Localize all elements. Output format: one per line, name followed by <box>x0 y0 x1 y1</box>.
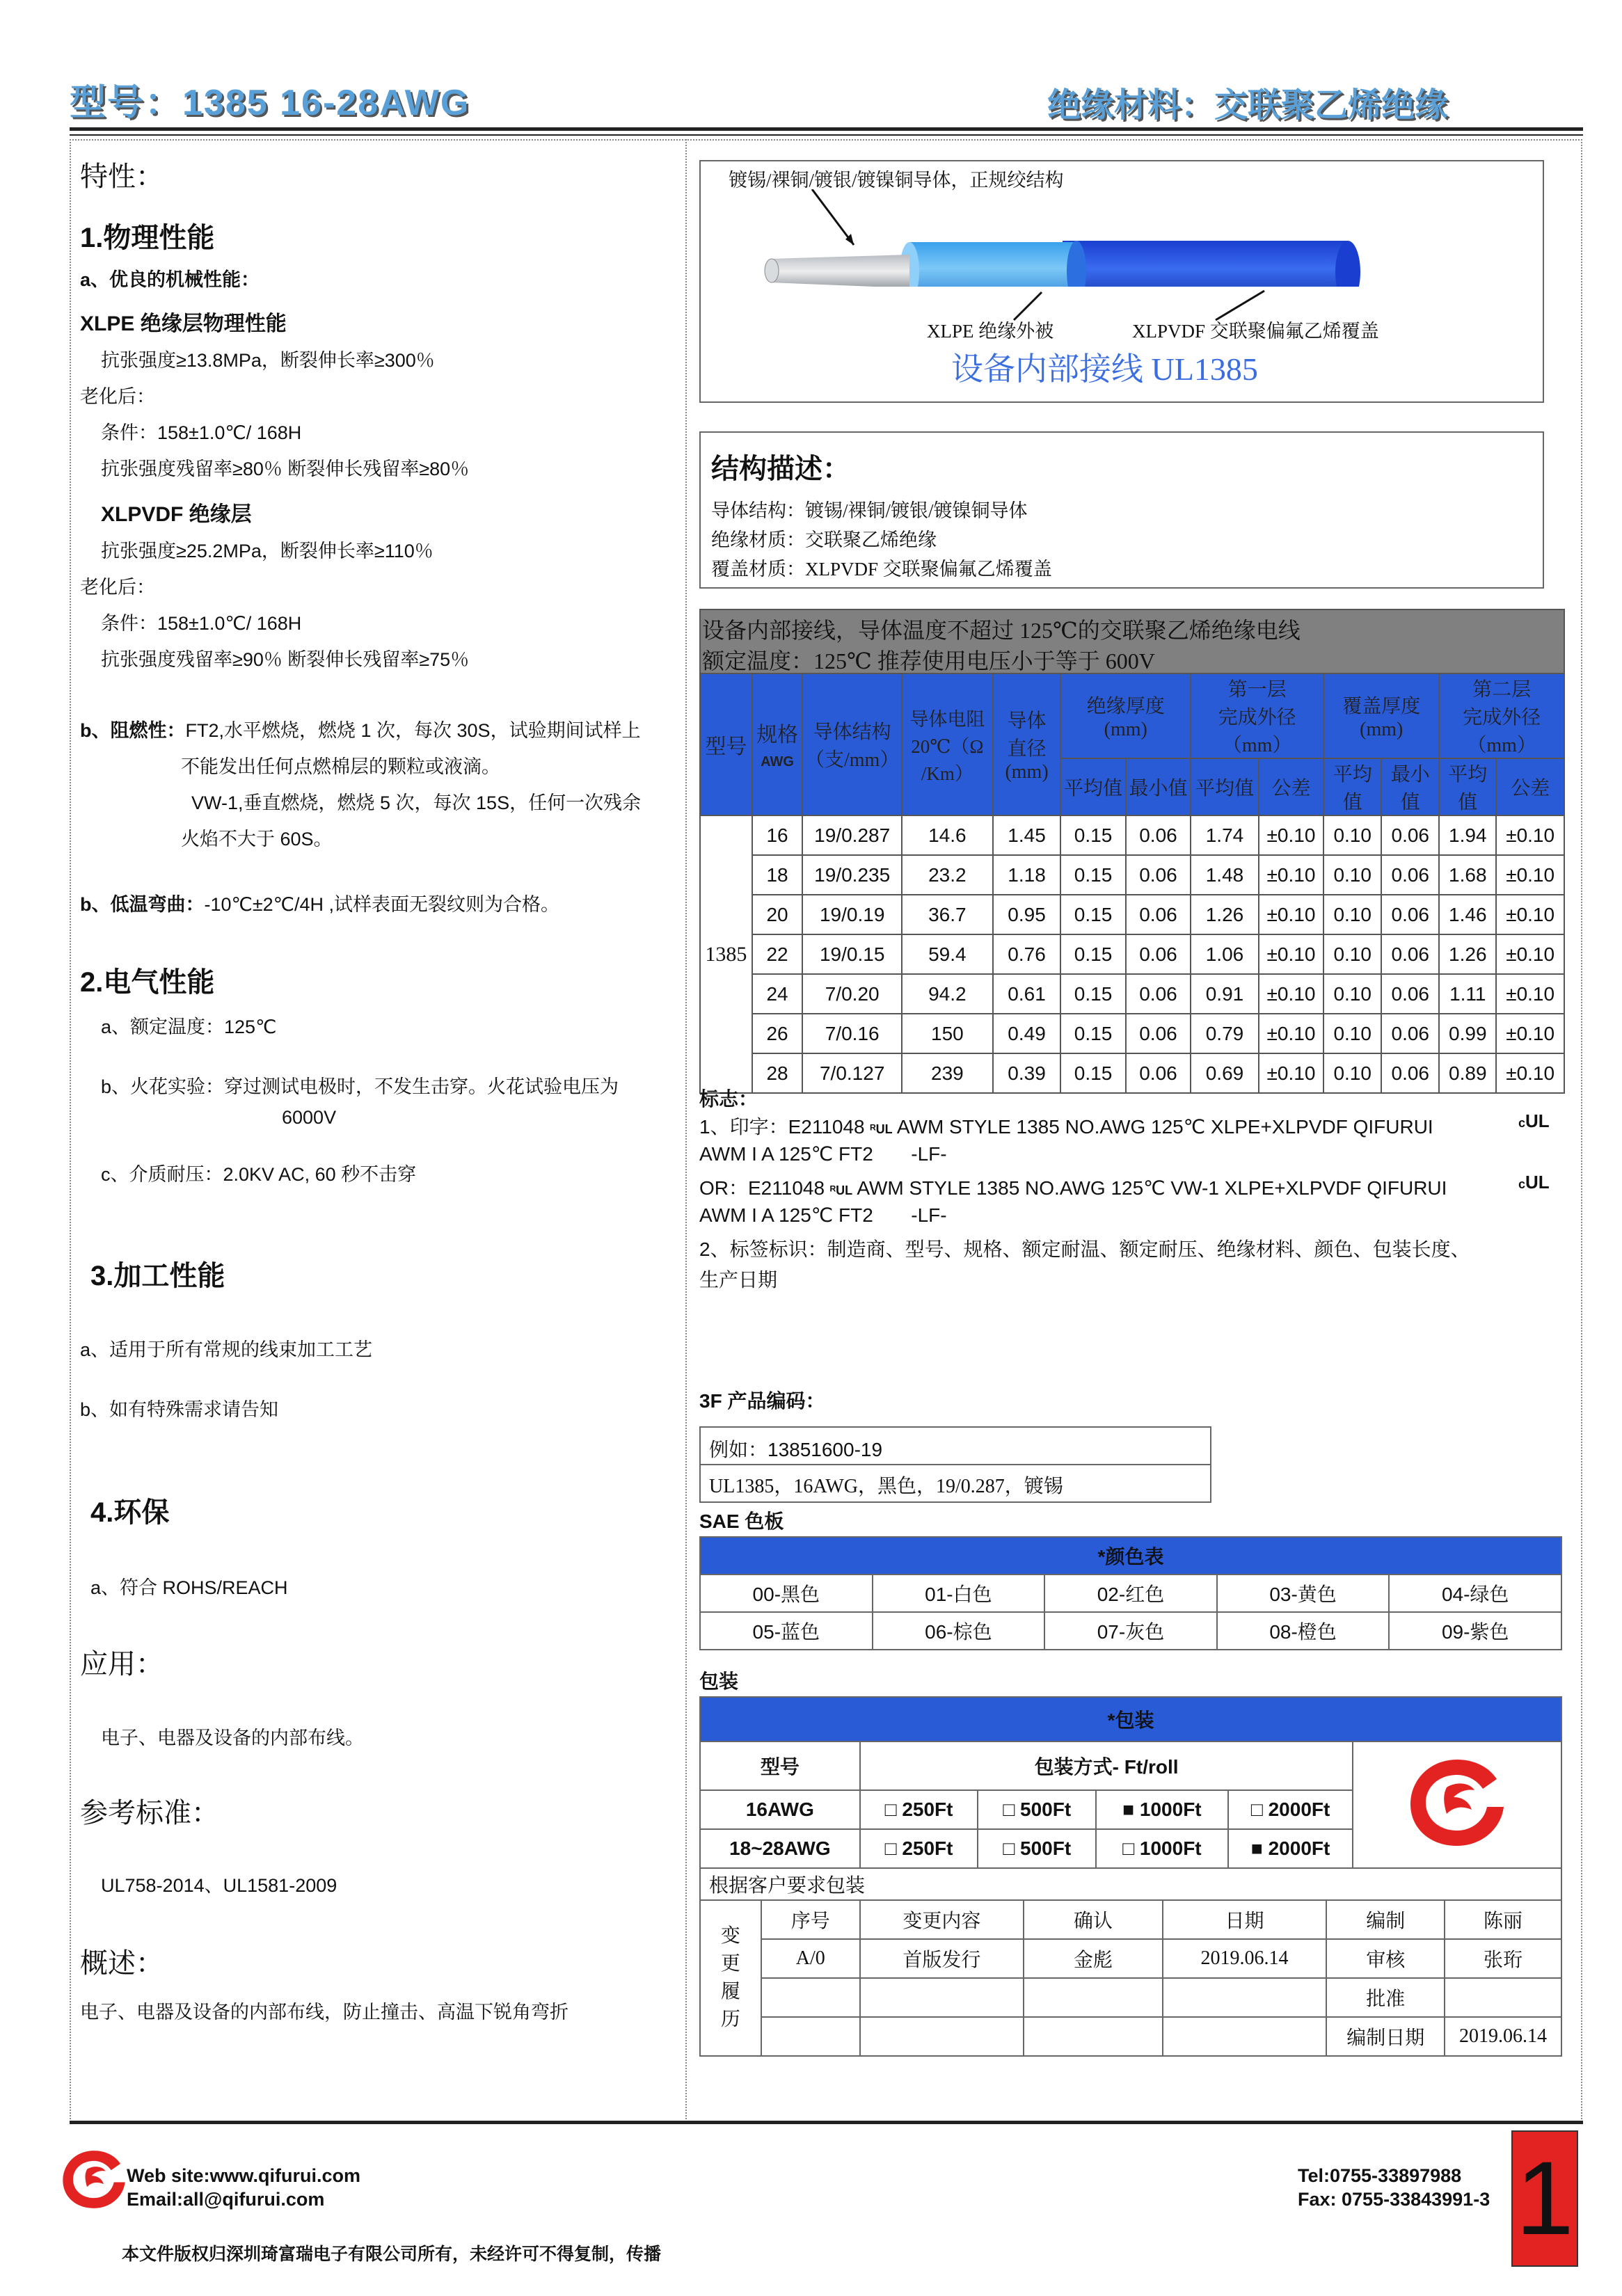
code-desc: UL1385，16AWG，黑色，19/0.287，镀锡 <box>709 1476 1063 1497</box>
application-heading: 应用： <box>80 1649 164 1680</box>
th-res-2: 20℃（Ω <box>911 735 984 757</box>
packing-option: □ 500Ft <box>978 1829 1096 1868</box>
th-l1-1: 第一层 <box>1227 679 1287 701</box>
footer-rule <box>70 2121 1583 2124</box>
spec-cell: ±0.10 <box>1259 855 1323 895</box>
th-l1-2: 完成外径 <box>1218 707 1296 728</box>
spec-cell: 0.10 <box>1323 895 1381 934</box>
packing-model: 18~28AWG <box>700 1829 860 1868</box>
th-res-1: 导体电阻 <box>909 708 985 730</box>
packing-th-model: 型号 <box>700 1741 860 1790</box>
wire-illustration <box>763 189 1404 287</box>
history-th-confirm: 确认 <box>1024 1900 1163 1939</box>
spec-row <box>700 1053 1564 1093</box>
history-row-confirm: 金彪 <box>1024 1939 1163 1978</box>
spec-cell: 0.10 <box>1323 1053 1381 1093</box>
spec-notes <box>699 609 1565 674</box>
marking-ref-1: 1、印字：E211048 <box>699 1116 865 1138</box>
environment-a: a、符合 ROHS/REACH <box>90 1577 288 1598</box>
color-cell: 07-灰色 <box>1044 1612 1217 1650</box>
spec-cell: 0.10 <box>1323 1014 1381 1053</box>
spec-cell: 1.06 <box>1191 934 1259 974</box>
spec-cell: 0.06 <box>1381 855 1439 895</box>
history-side-label: 变 更 履 历 <box>700 1900 761 2056</box>
diagram-caption: 设备内部接线 UL1385 <box>951 351 1258 387</box>
spec-cell: 0.91 <box>1191 974 1259 1014</box>
marking-line-2b: AWM I A 125℃ FT2 -LF- <box>699 1204 947 1226</box>
aging-ret-2: 抗张强度残留率≥90％ 断裂伸长残留率≥75％ <box>101 649 470 670</box>
spec-cell: 1.48 <box>1191 855 1259 895</box>
th-cov-avg: 平均值 <box>1323 758 1381 815</box>
wire-diagram <box>699 160 1544 403</box>
color-cell: 09-紫色 <box>1389 1612 1561 1650</box>
spec-cell: 0.06 <box>1126 855 1191 895</box>
code-heading: 3F 产品编码： <box>699 1390 825 1412</box>
spec-row <box>700 895 1564 934</box>
th-ins-avg: 平均值 <box>1060 758 1125 815</box>
flame-line-3: VW-1,垂直燃烧，燃烧 5 次，每次 15S，任何一次残余 <box>191 792 642 813</box>
spark-test-1: b、火花实验：穿过测试电极时，不发生击穿。火花试验电压为 <box>101 1076 619 1097</box>
flame-line-4: 火焰不大于 60S。 <box>181 829 333 850</box>
spec-cell: 0.10 <box>1323 855 1381 895</box>
structure-insulation: 绝缘材质：交联聚乙烯绝缘 <box>711 529 937 550</box>
spec-cell: ±0.10 <box>1259 1053 1323 1093</box>
th-insulation <box>1060 673 1191 758</box>
marking-ref-2: OR：E211048 <box>699 1177 825 1199</box>
spec-cell: 0.69 <box>1191 1053 1259 1093</box>
aging-label-1: 老化后： <box>80 386 155 407</box>
flame-line-1 <box>80 717 678 744</box>
packing-option: ■ 1000Ft <box>1096 1790 1228 1829</box>
spec-cell: 0.06 <box>1126 1014 1191 1053</box>
summary-heading: 概述： <box>80 1948 164 1979</box>
spec-cell: 1.46 <box>1439 895 1496 934</box>
spec-body <box>700 815 1564 1093</box>
th-dia-3: (mm) <box>1005 761 1049 783</box>
processing-a: a、适用于所有常规的线束加工工艺 <box>80 1339 373 1360</box>
spec-cell: 19/0.287 <box>802 815 902 855</box>
footer-email: Email:all@qifurui.com <box>127 2189 325 2210</box>
spec-cell: 1.26 <box>1439 934 1496 974</box>
ul-logo-icon-2: ᴿUL <box>829 1183 853 1197</box>
spec-cell: 0.06 <box>1126 895 1191 934</box>
spec-cell: 18 <box>752 855 803 895</box>
xlpvdf-cover-label: XLPVDF 交联聚偏氟乙烯覆盖 <box>1132 321 1379 342</box>
th-layer1 <box>1191 673 1323 758</box>
spec-cell: ±0.10 <box>1496 815 1564 855</box>
spec-cell: ±0.10 <box>1496 1014 1564 1053</box>
th-dia-2: 直径 <box>1007 738 1047 760</box>
spec-cell: ±0.10 <box>1259 934 1323 974</box>
copyright: 本文件版权归深圳琦富瑞电子有限公司所有，未经许可不得复制，传播 <box>122 2245 662 2264</box>
spec-cell: 0.15 <box>1060 1014 1125 1053</box>
ul-logo-icon: ᴿUL <box>870 1122 893 1136</box>
spec-cell: 0.15 <box>1060 974 1125 1014</box>
th-l2-avg: 平均值 <box>1439 758 1496 815</box>
spec-cell: ±0.10 <box>1496 895 1564 934</box>
spec-cell: 0.49 <box>993 1014 1061 1053</box>
doc-title: 型号：1385 16-28AWG <box>70 83 470 123</box>
spec-cell: 19/0.19 <box>802 895 902 934</box>
spec-cell: 23.2 <box>902 855 993 895</box>
spec-cell: 24 <box>752 974 803 1014</box>
spec-cell: 0.10 <box>1323 934 1381 974</box>
cul-logo-icon-2: cUL <box>1518 1172 1550 1193</box>
spec-cell: 16 <box>752 815 803 855</box>
th-conductor-label: 导体结构 <box>813 722 891 743</box>
spec-cell: 1.11 <box>1439 974 1496 1014</box>
standards-text: UL758-2014、UL1581-2009 <box>101 1875 337 1896</box>
spec-cell: 20 <box>752 895 803 934</box>
color-cell: 03-黄色 <box>1217 1574 1390 1612</box>
th-cov-label: 覆盖厚度 <box>1342 696 1421 717</box>
spec-cell: 94.2 <box>902 974 993 1014</box>
history-review: 审核 <box>1326 1939 1445 1978</box>
spec-cell: 14.6 <box>902 815 993 855</box>
th-conductor <box>802 673 902 815</box>
spec-cell: ±0.10 <box>1496 974 1564 1014</box>
spec-cell: ±0.10 <box>1259 895 1323 934</box>
cul-logo-icon: cUL <box>1518 1110 1550 1131</box>
spec-table <box>699 673 1565 1094</box>
spec-cell: 22 <box>752 934 803 974</box>
color-table <box>699 1536 1562 1650</box>
summary-text: 电子、电器及设备的内部布线，防止撞击、高温下锐角弯折 <box>80 2002 569 2023</box>
th-diameter <box>993 673 1061 815</box>
th-awg: AWG <box>761 754 794 770</box>
spec-note-2: 额定温度：125℃ 推荐使用电压小于等于 600V <box>702 648 1155 673</box>
spec-cell: ±0.10 <box>1496 855 1564 895</box>
packing-option: □ 500Ft <box>978 1790 1096 1829</box>
rated-temp: a、额定温度：125℃ <box>101 1017 277 1037</box>
spec-cell: 150 <box>902 1014 993 1053</box>
th-cov-min: 最小值 <box>1381 758 1439 815</box>
history-row-no: A/0 <box>761 1939 860 1978</box>
spec-row <box>700 855 1564 895</box>
spec-cell: 0.15 <box>1060 934 1125 974</box>
th-cover <box>1323 673 1439 758</box>
marking-line-1 <box>699 1112 1433 1140</box>
code-divider <box>701 1464 1210 1465</box>
footer-website: Web site:www.qifurui.com <box>127 2165 361 2186</box>
page-number: 1 <box>1511 2130 1578 2267</box>
header-rule-thin <box>70 134 1583 136</box>
th-ins-label: 绝缘厚度 <box>1086 696 1165 717</box>
th-cov-unit: (mm) <box>1360 719 1404 740</box>
spec-cell: 0.99 <box>1439 1014 1496 1053</box>
th-gauge-label: 规格 <box>756 724 799 747</box>
electrical-heading: 2.电气性能 <box>80 967 215 998</box>
cold-bend <box>80 891 678 918</box>
spec-row <box>700 974 1564 1014</box>
structure-heading: 结构描述： <box>711 454 850 484</box>
th-l2-3: （mm） <box>1467 735 1536 756</box>
application-text: 电子、电器及设备的内部布线。 <box>101 1728 364 1748</box>
spec-model-cell: 1385 <box>700 815 752 1093</box>
marking-style-2: AWM STYLE 1385 NO.AWG 125℃ VW-1 XLPE+XLPVDF QIFURUI <box>857 1177 1447 1199</box>
spec-cell: 1.18 <box>993 855 1061 895</box>
spec-row <box>700 1014 1564 1053</box>
spec-cell: 1.94 <box>1439 815 1496 855</box>
history-th-date: 日期 <box>1163 1900 1327 1939</box>
th-l2-1: 第二层 <box>1472 679 1532 701</box>
aging-ret-1: 抗张强度残留率≥80％ 断裂伸长残留率≥80％ <box>101 459 470 479</box>
logo-cell <box>1353 1741 1561 1868</box>
spec-cell: 7/0.20 <box>802 974 902 1014</box>
properties-heading: 特性： <box>80 161 164 192</box>
spec-cell: 0.95 <box>993 895 1061 934</box>
spec-cell: 0.06 <box>1126 934 1191 974</box>
processing-b: b、如有特殊需求请告知 <box>80 1399 279 1420</box>
th-ins-unit: (mm) <box>1104 719 1147 740</box>
code-box <box>699 1426 1211 1503</box>
spec-cell: 28 <box>752 1053 803 1093</box>
th-gauge <box>752 673 803 815</box>
spec-cell: 0.15 <box>1060 855 1125 895</box>
color-cell: 05-蓝色 <box>700 1612 873 1650</box>
color-row <box>700 1612 1561 1650</box>
aging-cond-1: 条件：158±1.0℃/ 168H <box>101 422 302 443</box>
standards-heading: 参考标准： <box>80 1798 219 1828</box>
xlpe-line: 抗张强度≥13.8MPa，断裂伸长率≥300％ <box>101 350 435 371</box>
color-heading: SAE 色板 <box>699 1510 784 1532</box>
color-row <box>700 1574 1561 1612</box>
th-dia-1: 导体 <box>1007 710 1047 732</box>
history-th-edit: 编制 <box>1326 1900 1445 1939</box>
label-line-2: 生产日期 <box>699 1269 778 1291</box>
xlpe-insulation-label: XLPE 绝缘外被 <box>927 321 1054 342</box>
marking-line-2 <box>699 1173 1447 1201</box>
structure-cover: 覆盖材质：XLPVDF 交联聚偏氟乙烯覆盖 <box>711 559 1052 580</box>
th-l2-2: 完成外径 <box>1463 707 1541 728</box>
history-edit-date-val: 2019.06.14 <box>1445 2017 1561 2056</box>
spec-cell: 0.15 <box>1060 895 1125 934</box>
spec-cell: 0.06 <box>1381 934 1439 974</box>
company-logo-icon <box>1405 1754 1509 1851</box>
history-table <box>699 1899 1562 2057</box>
packing-model: 16AWG <box>700 1790 860 1829</box>
spec-cell: 7/0.16 <box>802 1014 902 1053</box>
spec-cell: 1.45 <box>993 815 1061 855</box>
mechanical-label: a、优良的机械性能： <box>80 269 260 290</box>
packing-note: 根据客户要求包装 <box>700 1868 1561 1900</box>
label-line: 2、标签标识：制造商、型号、规格、额定耐温、额定耐压、绝缘材料、颜色、包装长度、 <box>699 1238 1470 1260</box>
th-ins-min: 最小值 <box>1126 758 1191 815</box>
packing-th-method: 包装方式- Ft/roll <box>860 1741 1353 1790</box>
physical-heading: 1.物理性能 <box>80 223 215 253</box>
spec-cell: 19/0.235 <box>802 855 902 895</box>
flame-label: b、阻燃性： <box>80 720 186 741</box>
structure-box <box>699 431 1544 589</box>
color-cell: 08-橙色 <box>1217 1612 1390 1650</box>
spec-cell: 0.06 <box>1126 815 1191 855</box>
th-resistance <box>902 673 993 815</box>
packing-option: □ 1000Ft <box>1096 1829 1228 1868</box>
spec-cell: ±0.10 <box>1496 934 1564 974</box>
spec-cell: 0.06 <box>1381 895 1439 934</box>
color-cell: 02-红色 <box>1044 1574 1217 1612</box>
color-table-title: *颜色表 <box>700 1537 1561 1574</box>
marking-style-1: AWM STYLE 1385 NO.AWG 125℃ XLPE+XLPVDF QIFURUI <box>896 1116 1433 1138</box>
color-cell: 00-黑色 <box>700 1574 873 1612</box>
color-cell: 06-棕色 <box>873 1612 1045 1650</box>
spec-cell: ±0.10 <box>1496 1053 1564 1093</box>
history-review-name: 张珩 <box>1445 1939 1561 1978</box>
spec-cell: 19/0.15 <box>802 934 902 974</box>
spec-cell: 0.06 <box>1381 1053 1439 1093</box>
dielectric: c、介质耐压：2.0KV AC, 60 秒不击穿 <box>101 1164 417 1185</box>
packing-table <box>699 1696 1562 1901</box>
cold-text: -10℃±2℃/4H ,试样表面无裂纹则为合格。 <box>204 894 560 915</box>
spec-cell: 1.74 <box>1191 815 1259 855</box>
structure-conductor: 导体结构：镀锡/裸铜/镀银/镀镍铜导体 <box>711 500 1028 521</box>
spec-cell: 0.39 <box>993 1053 1061 1093</box>
spec-cell: ±0.10 <box>1259 1014 1323 1053</box>
spec-cell: 0.06 <box>1381 1014 1439 1053</box>
spec-cell: 0.15 <box>1060 815 1125 855</box>
spec-cell: 26 <box>752 1014 803 1053</box>
spec-cell: 59.4 <box>902 934 993 974</box>
spec-cell: 7/0.127 <box>802 1053 902 1093</box>
spec-cell: 0.89 <box>1439 1053 1496 1093</box>
packing-option: □ 250Ft <box>860 1829 978 1868</box>
th-l1-avg: 平均值 <box>1191 758 1259 815</box>
spec-cell: 0.06 <box>1381 815 1439 855</box>
column-divider <box>685 139 687 2122</box>
cold-label: b、低温弯曲： <box>80 894 205 915</box>
spec-note-1: 设备内部接线，导体温度不超过 125℃的交联聚乙烯绝缘电线 <box>702 618 1301 643</box>
spec-cell: ±0.10 <box>1259 815 1323 855</box>
marking-heading: 标志： <box>699 1088 758 1110</box>
aging-cond-2: 条件：158±1.0℃/ 168H <box>101 613 302 634</box>
th-model: 型号 <box>700 673 752 815</box>
th-l1-tol: 公差 <box>1259 758 1323 815</box>
footer-fax: Fax: 0755-33843991-3 <box>1298 2189 1490 2210</box>
spec-cell: 1.68 <box>1439 855 1496 895</box>
header-rule <box>70 127 1583 131</box>
spec-cell: 0.10 <box>1323 815 1381 855</box>
history-row-change: 首版发行 <box>860 1939 1024 1978</box>
processing-heading: 3.加工性能 <box>90 1261 225 1291</box>
color-cell: 01-白色 <box>873 1574 1045 1612</box>
th-res-3: /Km） <box>921 763 973 784</box>
xlpvdf-line: 抗张强度≥25.2MPa，断裂伸长率≥110％ <box>101 541 434 561</box>
marking-line-1b: AWM I A 125℃ FT2 -LF- <box>699 1143 947 1165</box>
history-edit-name: 陈丽 <box>1445 1900 1561 1939</box>
packing-option: □ 250Ft <box>860 1790 978 1829</box>
history-th-no: 序号 <box>761 1900 860 1939</box>
aging-label-2: 老化后： <box>80 577 155 598</box>
spec-cell: 0.06 <box>1381 974 1439 1014</box>
insulation-material: 绝缘材料：交联聚乙烯绝缘 <box>1047 87 1448 124</box>
spec-row <box>700 934 1564 974</box>
footer-logo-icon <box>59 2146 129 2213</box>
xlpvdf-title: XLPVDF 绝缘层 <box>101 503 252 526</box>
xlpe-title: XLPE 绝缘层物理性能 <box>80 312 287 335</box>
spec-cell: 0.15 <box>1060 1053 1125 1093</box>
spec-cell: 0.06 <box>1126 974 1191 1014</box>
spec-cell: 0.10 <box>1323 974 1381 1014</box>
history-th-change: 变更内容 <box>860 1900 1024 1939</box>
packing-heading: 包装 <box>699 1671 739 1692</box>
spec-cell: 1.26 <box>1191 895 1259 934</box>
packing-table-title: *包装 <box>700 1697 1561 1741</box>
flame-line-2: 不能发出任何点燃棉层的颗粒或液滴。 <box>181 756 500 777</box>
spec-cell: 239 <box>902 1053 993 1093</box>
flame-text-1: FT2,水平燃烧，燃烧 1 次，每次 30S，试验期间试样上 <box>185 720 641 741</box>
spark-test-2: 6000V <box>282 1107 337 1128</box>
packing-option: ■ 2000Ft <box>1228 1829 1353 1868</box>
code-example: 例如：13851600-19 <box>709 1439 883 1460</box>
conductor-label: 镀锡/裸铜/镀银/镀镍铜导体，正规绞结构 <box>729 170 1064 191</box>
packing-option: □ 2000Ft <box>1228 1790 1353 1829</box>
environment-heading: 4.环保 <box>90 1497 170 1528</box>
th-l1-3: （mm） <box>1222 735 1292 756</box>
spec-cell: ±0.10 <box>1259 974 1323 1014</box>
history-approve: 批准 <box>1326 1978 1445 2017</box>
spec-cell: 0.06 <box>1126 1053 1191 1093</box>
spec-cell: 36.7 <box>902 895 993 934</box>
th-layer2 <box>1439 673 1564 758</box>
color-cell: 04-绿色 <box>1389 1574 1561 1612</box>
spec-cell: 0.79 <box>1191 1014 1259 1053</box>
history-row-date: 2019.06.14 <box>1163 1939 1327 1978</box>
spec-cell: 0.61 <box>993 974 1061 1014</box>
th-l2-tol: 公差 <box>1496 758 1564 815</box>
spec-row <box>700 815 1564 855</box>
history-edit-date: 编制日期 <box>1326 2017 1445 2056</box>
th-conductor-unit: （支/mm） <box>805 749 900 771</box>
spec-cell: 0.76 <box>993 934 1061 974</box>
footer-tel: Tel:0755-33897988 <box>1298 2165 1462 2186</box>
